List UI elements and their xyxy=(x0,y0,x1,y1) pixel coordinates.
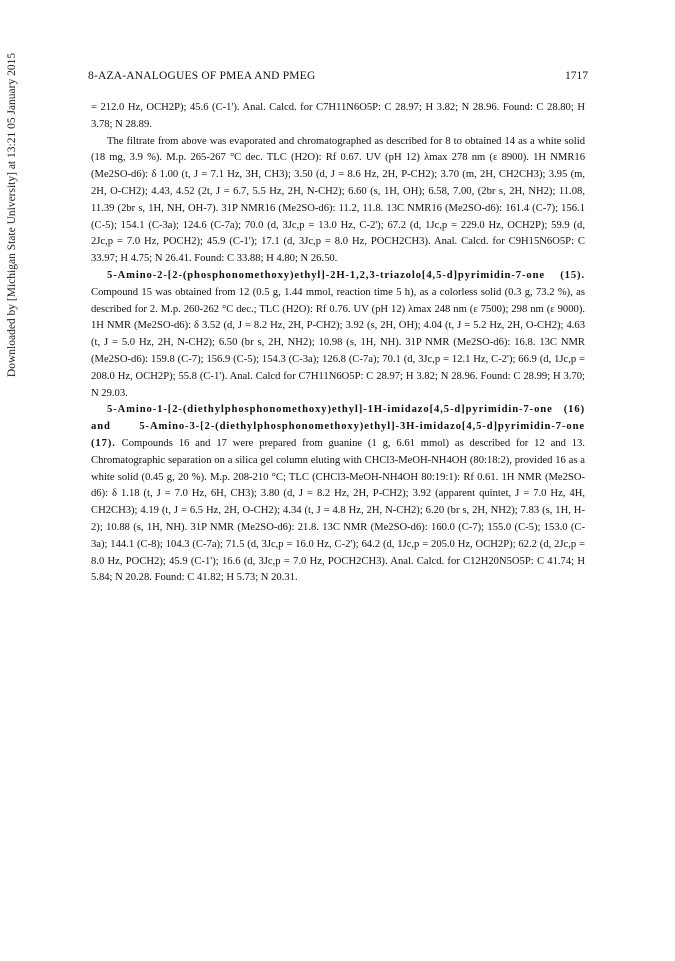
running-title: 8-AZA-ANALOGUES OF PMEA AND PMEG xyxy=(88,70,316,82)
paragraph-3 xyxy=(91,268,585,402)
compound-15-title: 5-Amino-2-[2-(phosphonomethoxy)ethyl]-2H-1,2,3-triazolo[4,5-d]pyrimidin-7-one (15). xyxy=(107,269,585,281)
paragraph-1-text: = 212.0 Hz, OCH2P); 45.6 (C-1'). Anal. Calcd. for C7H11N6O5P: C 28.97; H 3.82; N 28.96. Found: C 28.80; H 3.78; N 28.89. xyxy=(91,102,585,130)
article-body xyxy=(91,100,585,587)
running-header xyxy=(88,70,588,84)
download-watermark: Downloaded by [Michigan State University] at 13:21 05 January 2015 xyxy=(6,52,18,378)
paragraph-1 xyxy=(91,100,585,134)
paragraph-4-text: Compounds 16 and 17 were prepared from guanine (1 g, 6.61 mmol) as described for 12 and 13. Chromatographic separation on a silica gel column eluting with CHCl3-MeOH-NH4OH (80:18:2), provided 16 as a white solid (0.45 g, 20 %). M.p. 208-210 °C; TLC (CHCl3-MeOH-NH4OH 80:19:1): Rf 0.61. 1H NMR (Me2SO-d6): δ 1.18 (t, J = 7.0 Hz, 6H, CH3); 3.80 (d, J = 8.2 Hz, 2H, P-CH2); 3.92 (apparent quintet, J = 7.0 Hz, 4H, CH2CH3); 4.19 (t, J = 6.5 Hz, 2H, O-CH2); 4.34 (t, J = 4.8 Hz, 2H, N-CH2); 6.20 (br s, 2H, NH2); 7.83 (s, 1H, H-2); 10.88 (s, 1H, NH). 31P NMR (Me2SO-d6): 21.8. 13C NMR (Me2SO-d6): 160.0 (C-7); 155.0 (C-5); 153.0 (C-3a); 144.1 (C-8); 104.3 (C-7a); 71.5 (d, 3Jc,p = 16.0 Hz, C-2'); 64.2 (d, 1Jc,p = 205.0 Hz, OCH2P); 62.2 (d, 2Jc,p = 8.0 Hz, POCH2); 45.9 (C-1'); 16.6 (d, 3Jc,p = 7.0 Hz, POCH2CH3). Anal. Calcd. for C12H20N5O5P: C 41.74; H 5.84; N 20.28. Found: C 41.82; H 5.73; N 20.31. xyxy=(91,437,586,584)
compound-16-17-title: 5-Amino-1-[2-(diethylphosphonomethoxy)ethyl]-1H-imidazo[4,5-d]pyrimidin-7-one (16) and 5-Amino-3-[2-(diethylphosphonomethoxy)ethyl]-3H-imidazo[4,5-d]pyrimidin-7-one (17). xyxy=(91,404,585,449)
page-number: 1717 xyxy=(565,70,588,82)
paragraph-4 xyxy=(91,402,585,587)
paragraph-2 xyxy=(91,134,585,268)
paragraph-2-text: The filtrate from above was evaporated and chromatographed as described for 8 to obtained 14 as a white solid (18 mg, 3.9 %). M.p. 265-267 °C dec. TLC (H2O): Rf 0.67. UV (pH 12) λmax 278 nm (ε 8900). 1H NMR16 (Me2SO-d6): δ 1.00 (t, J = 7.1 Hz, 3H, CH3); 3.50 (d, J = 8.6 Hz, 2H, P-CH2); 3.70 (m, 2H, CH2CH3); 3.95 (m, 2H, O-CH2); 4.43, 4.52 (2t, J = 6.7, 5.5 Hz, 2H, N-CH2); 6.60 (s, 1H, OH); 6.58, 7.00, (2br s, 2H, NH2); 11.08, 11.39 (2br s, 1H, NH, OH-7). 31P NMR16 (Me2SO-d6): 11.2, 11.8. 13C NMR16 (Me2SO-d6): 161.4 (C-7); 156.1 (C-5); 154.1 (C-3a); 124.6 (C-7a); 70.0 (d, 3Jc,p = 13.0 Hz, C-2'); 67.2 (d, 1Jc,p = 229.0 Hz, OCH2P); 59.9 (d, 2Jc,p = 7.0 Hz, POCH2); 45.9 (C-1'); 17.1 (d, 3Jc,p = 8.0 Hz, POCH2CH3). Anal. Calcd. for C9H15N6O5P: C 33.97; H 4.75; N 26.41. Found: C 33.88; H 4.80; N 26.50. xyxy=(91,135,585,265)
paragraph-3-text: Compound 15 was obtained from 12 (0.5 g, 1.44 mmol, reaction time 5 h), as a colorless solid (0.3 g, 73.2 %), as described for 2. M.p. 260-262 °C dec.; TLC (H2O): Rf 0.76. UV (pH 12) λmax 248 nm (ε 7500); 298 nm (ε 9000). 1H NMR (Me2SO-d6): δ 3.52 (d, J = 8.2 Hz, 2H, P-CH2); 3.92 (s, 2H, OH); 4.04 (t, J = 5.2 Hz, 2H, O-CH2); 4.63 (t, J = 5.0 Hz, 2H, N-CH2); 6.50 (br s, 2H, NH2); 10.98 (s, 1H, NH). 31P NMR (Me2SO-d6): 16.8. 13C NMR (Me2SO-d6): 159.8 (C-7); 156.9 (C-5); 154.3 (C-3a); 126.8 (C-7a); 70.1 (d, 3Jc,p = 12.1 Hz, C-2'); 66.9 (d, 1Jc,p = 208.0 Hz, OCH2P); 55.8 (C-1'). Anal. Calcd for C7H11N6O5P: C 28.97; H 3.82; N 28.96. Found: C 28.99; H 3.70; N 29.03. xyxy=(91,286,585,399)
